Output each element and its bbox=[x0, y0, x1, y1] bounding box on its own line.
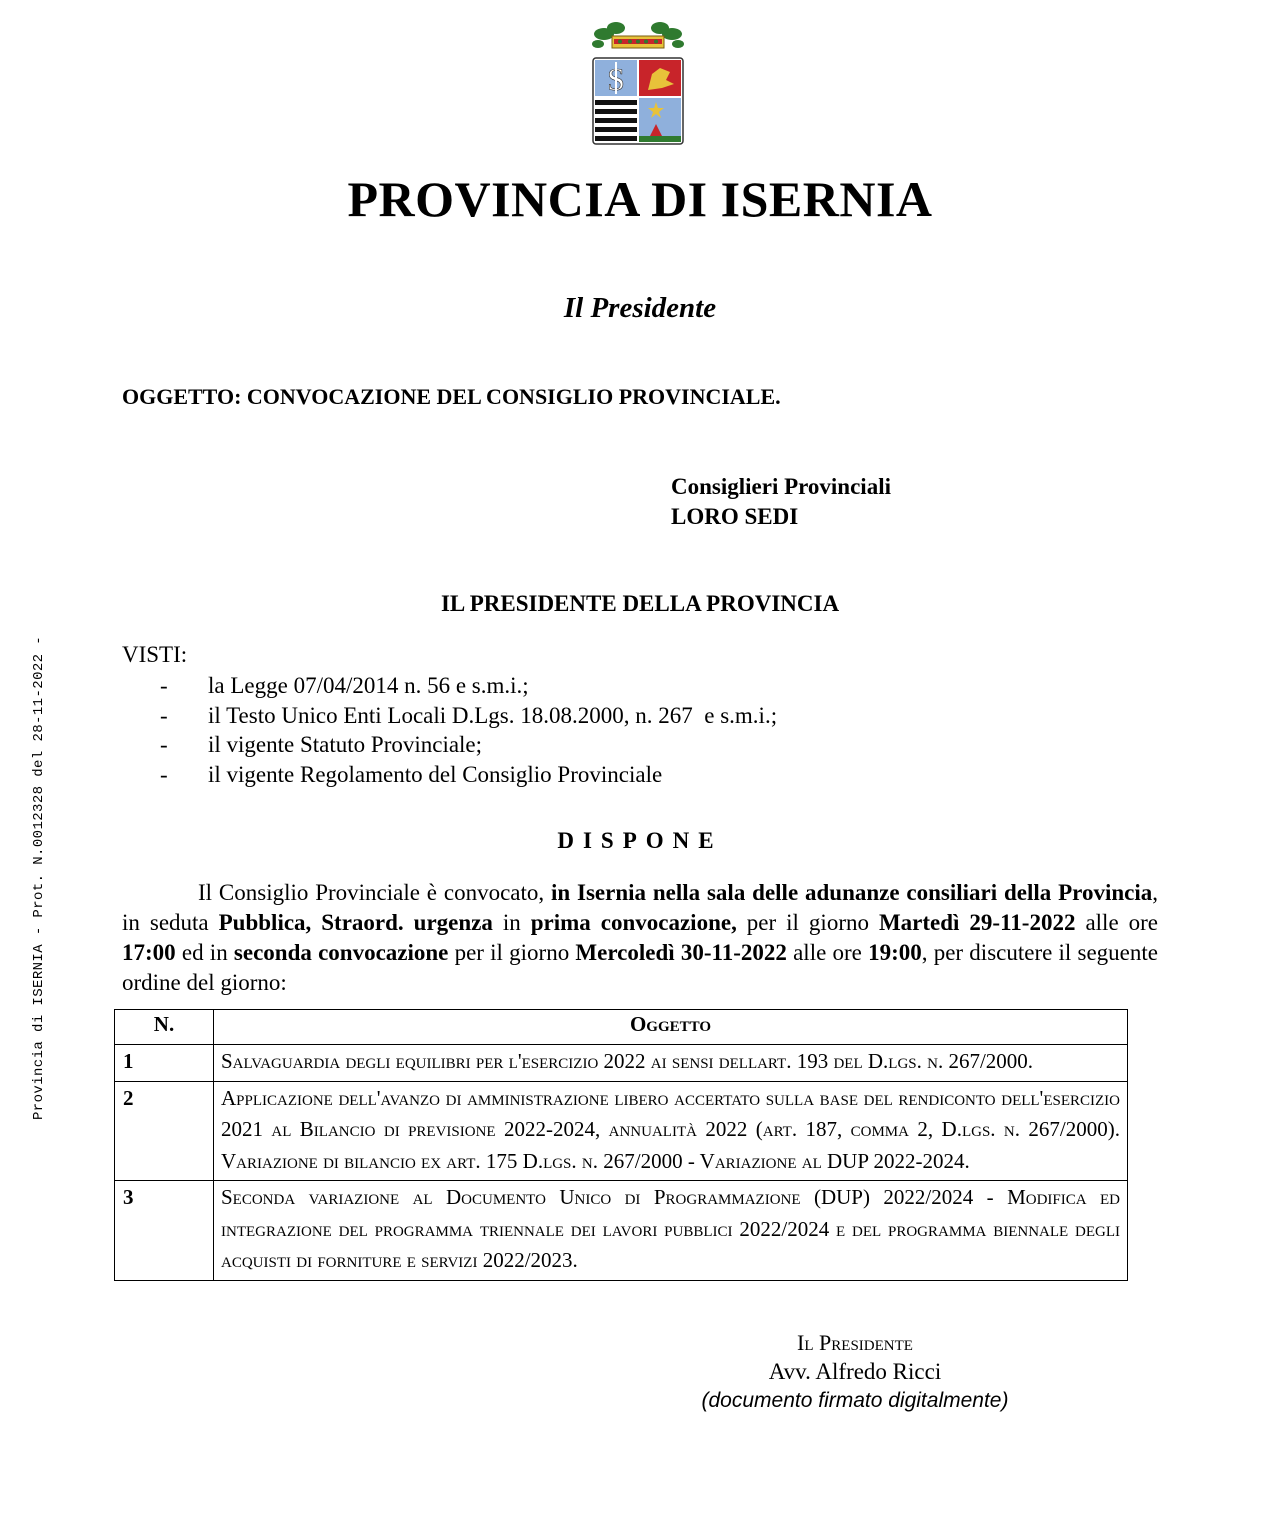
agenda-table bbox=[114, 1009, 1128, 1281]
provincia-crest-logo bbox=[590, 18, 686, 146]
visti-list bbox=[160, 671, 777, 790]
bullet-dash: - bbox=[160, 732, 168, 758]
table-header-row bbox=[115, 1010, 1128, 1045]
agenda-item-text: Applicazione dell'avanzo di amministrazione libero accertato sulla base del rendiconto dell'esercizio 2021 al Bilancio di previsione 2022-2024, annualità 2022 (art. 187, comma 2, D.lgs. n. 267/2000). Variazione di bilancio ex art. 175 D.lgs. n. 267/2000 - Variazione al DUP 2022-2024. bbox=[214, 1081, 1128, 1181]
body-bold-location: in Isernia nella sala delle adunanze consiliari della Provincia bbox=[550, 880, 1153, 905]
signature-role: Il Presidente bbox=[797, 1330, 913, 1355]
list-item-text: il vigente Statuto Provinciale; bbox=[208, 732, 483, 758]
recipients-line-2: LORO SEDI bbox=[671, 504, 799, 529]
agenda-item-number: 1 bbox=[115, 1045, 214, 1082]
agenda-item-number: 2 bbox=[115, 1081, 214, 1181]
visti-label: VISTI: bbox=[122, 642, 188, 667]
body-text-9: , per discutere il seguente ordine del giorno: bbox=[122, 940, 1158, 995]
table-row bbox=[115, 1181, 1128, 1281]
table-row bbox=[115, 1081, 1128, 1181]
signature-note: (documento firmato digitalmente) bbox=[701, 1389, 1009, 1412]
svg-text:S: S bbox=[607, 61, 625, 97]
subject-line: OGGETTO: CONVOCAZIONE DEL CONSIGLIO PROVINCIALE. bbox=[122, 384, 781, 409]
recipients-line-1: Consiglieri Provinciali bbox=[671, 474, 891, 499]
signature-block bbox=[682, 1328, 1028, 1415]
body-text-6: ed in bbox=[175, 940, 234, 965]
bullet-dash: - bbox=[160, 702, 168, 728]
page-title: PROVINCIA DI ISERNIA bbox=[347, 171, 933, 227]
body-bold-first-date: Martedì 29-11-2022 bbox=[878, 910, 1076, 935]
body-bold-first-call: prima convocazione, bbox=[530, 910, 737, 935]
list-item bbox=[160, 730, 777, 760]
column-header-number: N. bbox=[115, 1010, 214, 1045]
body-bold-session-type: Pubblica, Straord. urgenza bbox=[218, 910, 493, 935]
convocation-paragraph bbox=[122, 878, 1158, 998]
list-item-text: il vigente Regolamento del Consiglio Provinciale bbox=[208, 762, 663, 788]
body-text-8: alle ore bbox=[786, 940, 869, 965]
recipients-block bbox=[671, 472, 891, 532]
list-item bbox=[160, 671, 777, 701]
table-row bbox=[115, 1045, 1128, 1082]
body-bold-second-date: Mercoledì 30-11-2022 bbox=[575, 940, 787, 965]
list-item bbox=[160, 701, 777, 731]
shield bbox=[593, 58, 683, 144]
body-text-5: alle ore bbox=[1075, 910, 1159, 935]
bullet-dash: - bbox=[160, 673, 168, 698]
signature-name: Avv. Alfredo Ricci bbox=[768, 1359, 942, 1384]
list-item-text: la Legge 07/04/2014 n. 56 e s.m.i.; bbox=[208, 673, 529, 698]
body-text-3: in bbox=[492, 910, 531, 935]
crown bbox=[612, 36, 664, 48]
agenda-item-text: Seconda variazione al Documento Unico di Programmazione (DUP) 2022/2024 - Modifica ed integrazione del programma triennale dei lavori pubblici 2022/2024 e del programma biennale degli acquisti di forniture e servizi 2022/2023. bbox=[214, 1181, 1128, 1281]
body-bold-first-time: 17:00 bbox=[122, 940, 176, 965]
agenda-item-text: Salvaguardia degli equilibri per l'esercizio 2022 ai sensi dellart. 193 del D.lgs. n. 267/2000. bbox=[214, 1045, 1128, 1082]
dispone-heading: DISPONE bbox=[557, 828, 723, 853]
body-text-2: , in seduta bbox=[122, 880, 1158, 935]
body-bold-second-call: seconda convocazione bbox=[233, 940, 449, 965]
body-text-7: per il giorno bbox=[448, 940, 576, 965]
agenda-item-number: 3 bbox=[115, 1181, 214, 1281]
protocol-stamp: Provincia di ISERNIA - Prot. N.0012328 del 28-11-2022 - bbox=[31, 635, 47, 1120]
bullet-dash: - bbox=[160, 762, 168, 788]
list-item bbox=[160, 760, 777, 790]
list-item-text: il Testo Unico Enti Locali D.Lgs. 18.08.2000, n. 267 e s.m.i.; bbox=[208, 702, 778, 728]
body-text-4: per il giorno bbox=[736, 910, 879, 935]
column-header-subject: Oggetto bbox=[214, 1010, 1128, 1045]
body-text-1: Il Consiglio Provinciale è convocato, bbox=[198, 880, 551, 905]
body-bold-second-time: 19:00 bbox=[868, 940, 922, 965]
president-heading: IL PRESIDENTE DELLA PROVINCIA bbox=[440, 591, 840, 616]
page-subtitle: Il Presidente bbox=[563, 292, 717, 324]
